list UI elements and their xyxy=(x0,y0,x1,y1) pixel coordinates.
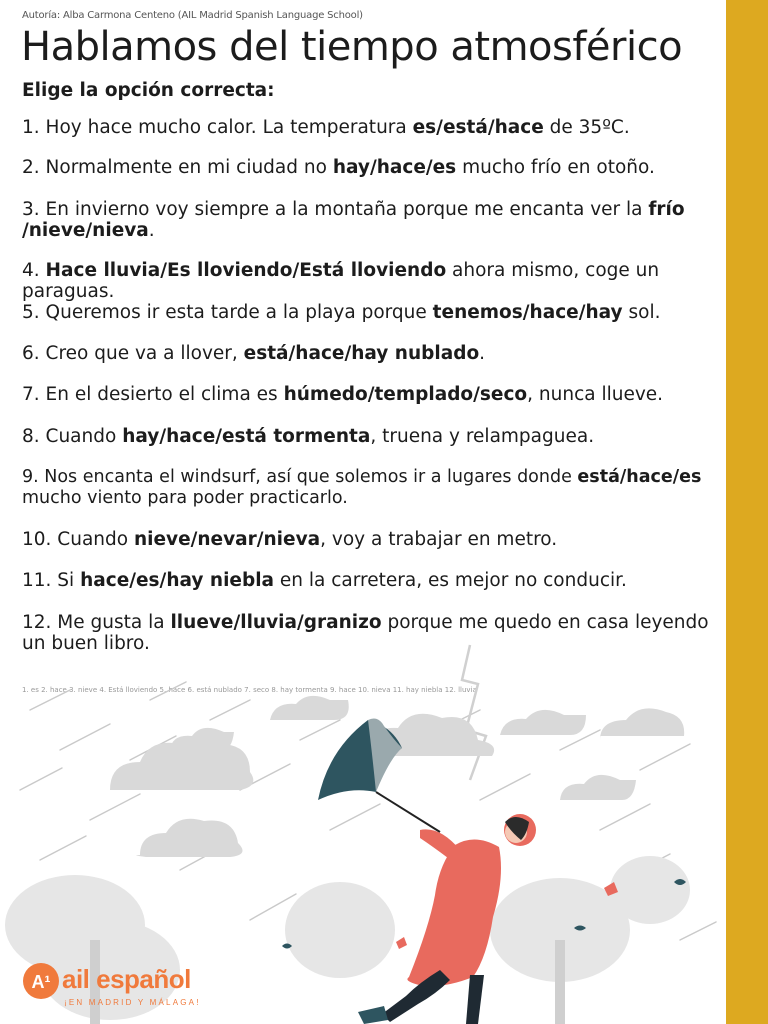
question-9: 9. Nos encanta el windsurf, así que solemos ir a lugares donde está/hace/es mucho viento para poder practicarlo. xyxy=(22,467,702,508)
question-options: hace/es/hay niebla xyxy=(80,570,275,591)
ail-logo-mark xyxy=(22,962,60,1000)
question-3: 3. En invierno voy siempre a la montaña porque me encanta ver la frío /nieve/nieva. xyxy=(22,199,685,241)
answer-key: 1. es 2. hace 3. nieve 4. Está lloviendo 5. hace 6. está nublado 7. seco 8. hay tormenta 9. hace 10. nieva 11. hay niebla 12. lluvia xyxy=(22,686,477,694)
logo-tagline: ¡EN MADRID Y MÁLAGA! xyxy=(64,998,201,1007)
question-4: 4. Hace lluvia/Es lloviendo/Está lloviendo ahora mismo, coge un paraguas. xyxy=(22,260,660,302)
question-1: 1. Hoy hace mucho calor. La temperatura es/está/hace de 35ºC. xyxy=(22,117,630,138)
question-options: frío /nieve/nieva xyxy=(22,199,685,241)
logo-mark-text: A¹ xyxy=(31,972,51,992)
question-5: 5. Queremos ir esta tarde a la playa porque tenemos/hace/hay sol. xyxy=(22,302,661,323)
question-options: hay/hace/está tormenta xyxy=(122,426,371,447)
question-options: hay/hace/es xyxy=(332,157,457,178)
question-options: está/hace/hay nublado xyxy=(243,343,480,364)
clouds xyxy=(107,696,685,857)
question-6: 6. Creo que va a llover, está/hace/hay nublado. xyxy=(22,343,486,364)
question-10: 10. Cuando nieve/nevar/nieva, voy a trabajar en metro. xyxy=(22,529,558,550)
question-options: Hace lluvia/Es lloviendo/Está lloviendo xyxy=(45,260,447,281)
accent-side-bar xyxy=(726,0,768,1024)
question-options: llueve/lluvia/granizo xyxy=(170,612,382,633)
question-options: húmedo/templado/seco xyxy=(283,384,528,405)
page-title: Hablamos del tiempo atmosférico xyxy=(21,24,683,70)
question-options: está/hace/es xyxy=(577,467,702,487)
author-credit: Autoría: Alba Carmona Centeno (AIL Madrid Spanish Language School) xyxy=(22,10,363,21)
question-7: 7. En el desierto el clima es húmedo/templado/seco, nunca llueve. xyxy=(22,384,664,405)
question-12: 12. Me gusta la llueve/lluvia/granizo porque me quedo en casa leyendo un buen libro. xyxy=(22,612,709,654)
question-2: 2. Normalmente en mi ciudad no hay/hace/es mucho frío en otoño. xyxy=(22,157,655,178)
question-options: es/está/hace xyxy=(412,117,544,138)
question-11: 11. Si hace/es/hay niebla en la carretera, es mejor no conducir. xyxy=(22,570,627,591)
question-options: tenemos/hace/hay xyxy=(432,302,623,323)
question-8: 8. Cuando hay/hace/está tormenta, truena y relampaguea. xyxy=(22,426,595,447)
logo-name[interactable]: ail español xyxy=(62,964,191,994)
question-options: nieve/nevar/nieva xyxy=(133,529,321,550)
instruction: Elige la opción correcta: xyxy=(22,80,275,101)
